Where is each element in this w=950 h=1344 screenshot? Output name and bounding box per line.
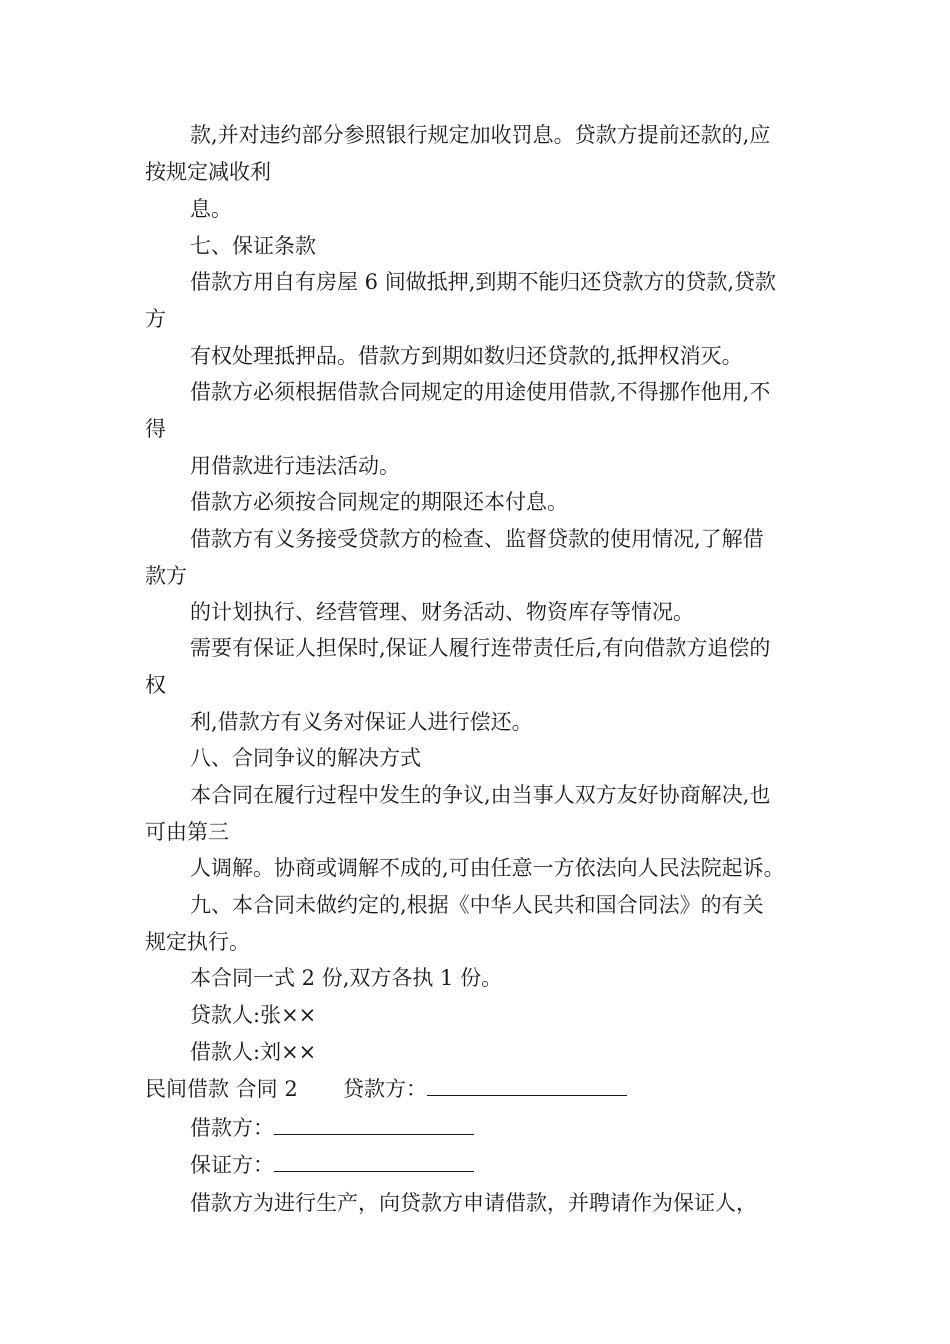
text-line: 本合同一式 2 份,双方各执 1 份。 xyxy=(190,966,503,990)
text-line: 款方 xyxy=(145,564,187,588)
text-line: 借款方用自有房屋 6 间做抵押,到期不能归还贷款方的贷款,贷款 xyxy=(190,270,777,294)
contract2-intro: 借款方为进行生产，向贷款方申请借款，并聘请作为保证人， xyxy=(190,1191,757,1215)
text-line: 用借款进行违法活动。 xyxy=(190,454,400,478)
lender-label: 贷款方： xyxy=(343,1077,427,1101)
guarantor-label: 保证方： xyxy=(190,1153,274,1177)
text-line: 按规定减收利 xyxy=(145,160,271,184)
text-line: 借款方必须根据借款合同规定的用途使用借款,不得挪作他用,不 xyxy=(190,380,771,404)
contract2-heading: 民间借款 合同 2 xyxy=(145,1077,298,1101)
text-line: 需要有保证人担保时,保证人履行连带责任后,有向借款方追偿的 xyxy=(190,636,771,660)
text-line: 利,借款方有义务对保证人进行偿还。 xyxy=(190,710,533,734)
guarantor-blank xyxy=(274,1151,474,1172)
text-line: 得 xyxy=(145,417,166,441)
borrower-blank xyxy=(274,1114,474,1135)
lender-blank xyxy=(427,1075,627,1096)
text-line: 息。 xyxy=(190,197,232,221)
text-line: 人调解。协商或调解不成的,可由任意一方依法向人民法院起诉。 xyxy=(190,856,785,880)
text-line: 可由第三 xyxy=(145,820,229,844)
text-line: 权 xyxy=(145,673,166,697)
text-line: 借款方有义务接受贷款方的检查、监督贷款的使用情况,了解借 xyxy=(190,527,764,551)
guarantor-field xyxy=(190,1151,474,1179)
section-heading: 八、合同争议的解决方式 xyxy=(190,746,421,770)
text-line: 的计划执行、经营管理、财务活动、物资库存等情况。 xyxy=(190,600,694,624)
borrower-field xyxy=(190,1114,474,1142)
signature-borrower: 借款人:刘×× xyxy=(190,1040,317,1064)
section-heading: 九、本合同未做约定的,根据《中华人民共和国合同法》的有关 xyxy=(190,893,764,917)
section-heading: 七、保证条款 xyxy=(190,234,316,258)
text-line: 本合同在履行过程中发生的争议,由当事人双方友好协商解决,也 xyxy=(190,783,771,807)
borrower-label: 借款方： xyxy=(190,1116,274,1140)
text-line: 有权处理抵押品。借款方到期如数归还贷款的,抵押权消灭。 xyxy=(190,344,743,368)
signature-lender: 贷款人:张×× xyxy=(190,1003,317,1027)
lender-field xyxy=(343,1075,627,1103)
text-line: 方 xyxy=(145,307,166,331)
text-line: 规定执行。 xyxy=(145,930,250,954)
text-line: 借款方必须按合同规定的期限还本付息。 xyxy=(190,490,568,514)
text-line: 款,并对违约部分参照银行规定加收罚息。贷款方提前还款的,应 xyxy=(190,123,771,147)
